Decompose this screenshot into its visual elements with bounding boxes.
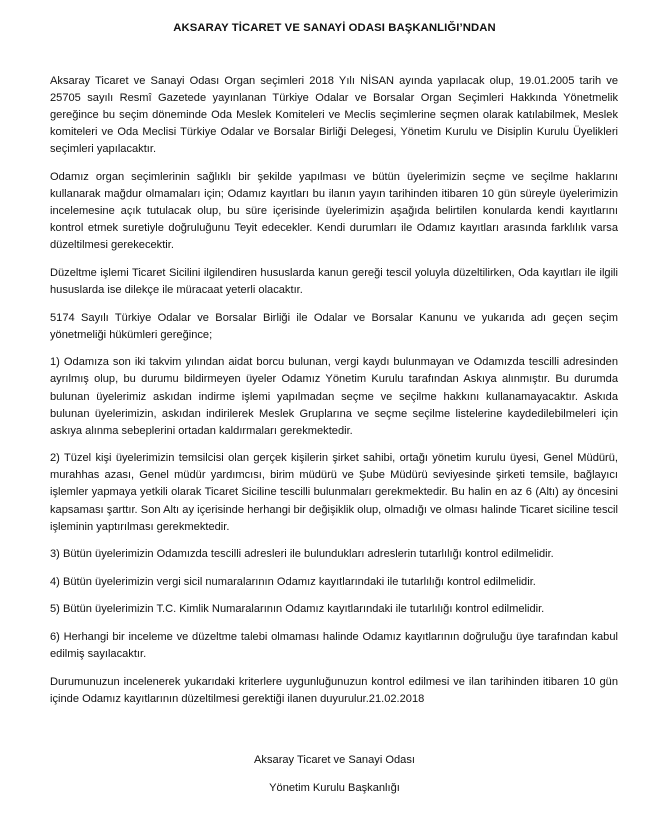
list-item-3: 3) Bütün üyelerimizin Odamızda tescilli adresleri ile bulundukları adreslerin tutarlılığı kontrol edilmelidir. xyxy=(50,548,554,561)
signature-block xyxy=(0,752,669,808)
paragraph-intro: Aksaray Ticaret ve Sanayi Odası Organ seçimleri 2018 Yılı NİSAN ayında yapılacak olup, 19.01.2005 tarih ve 25705 sayılı Resmî Gazetede yayınlanan Türkiye Odalar ve Borsalar Organ Seçimleri Hakkında Yönetmelik gereğince bu seçim döneminde Oda Meslek Komiteleri ve Meclis seçimlerine seçmen olarak katılabilmek, Meslek komiteleri ve Oda Meclisi Türkiye Odalar ve Borsalar Birliği Delegesi, Yönetim Kurulu ve Disiplin Kurulu Üyelikleri seçimleri yapılacaktır. xyxy=(50,75,618,156)
paragraph-correction: Düzeltme işlemi Ticaret Sicilini ilgilendiren hususlarda kanun gereği tescil yoluyla düzeltilirken, Oda kayıtları ile ilgili hususlarda ise dilekçe ile müracaat yeterli olacaktır. xyxy=(50,266,618,297)
list-item-5: 5) Bütün üyelerimizin T.C. Kimlik Numaralarının Odamız kayıtlarındaki ile tutarlılığı kontrol edilmelidir. xyxy=(50,603,545,616)
signature-board: Yönetim Kurulu Başkanlığı xyxy=(269,782,400,794)
paragraph-review-period: Odamız organ seçimlerinin sağlıklı bir şekilde yapılması ve bütün üyelerimizin seçme ve seçilme haklarını kullanarak mağdur olmamaları için; Odamız kayıtları bu ilanın yayın tarihinden itibaren 10 gün süreyle üyelerimizin incelemesine açık tutulacak olup, bu süre içerisinde üyelerimizin aşağıda belirtilen konularda kendi kayıtlarını kontrol etmek suretiyle doğruluğunu Teyit edecekler. Kendi durumları ile Odamız kayıtları arasında farklılık varsa düzeltilmesi gerekecektir. xyxy=(50,170,618,252)
list-item-4: 4) Bütün üyelerimizin vergi sicil numaralarının Odamız kayıtlarındaki ile tutarlılığı kontrol edilmelidir. xyxy=(50,575,536,588)
list-item-1: 1) Odamıza son iki takvim yılından aidat borcu bulunan, vergi kaydı bulunmayan ve Odamızda tescilli adresinden ayrılmış olup, bu durumu bildirmeyen üyeler Odamız Yönetim Kurulu tarafından Askıya alınmıştır. Bu durumda bulunan üyelerimiz askıdan indirme işlemi yapılmadan seçme ve seçilme hakkını kullanamayacaktır. Askıda bulunan üyelerimizin, askıdan indirilerek Meslek Gruplarına ve seçme seçilme listelerine kaydedilebilmeleri için askıya alınma sebeplerini ortadan kaldırmaları gerekmektedir. xyxy=(50,356,618,437)
list-item-2: 2) Tüzel kişi üyelerimizin temsilcisi olan gerçek kişilerin şirket sahibi, ortağı yönetim kurulu üyesi, Genel Müdürü, murahhas azası, Genel müdür yardımcısı, birim müdürü ve Şube Müdürü seviyesinde şirketi temsile, bağlayıcı işlemler yapmaya yetkili olarak Ticaret Siciline tescilli bulunmaları gerekmektedir. Bu halin en az 6 (Altı) ay öncesini kapsaması şarttır. Son Altı ay içerisinde herhangi bir değişiklik olup, olmadığı ve olması halinde Ticaret siciline tescil işleminin yaptırılması gerekmektedir. xyxy=(50,452,618,533)
paragraph-closing: Durumunuzun incelenerek yukarıdaki kriterlere uygunluğunuzun kontrol edilmesi ve ilan tarihinden itibaren 10 gün içinde Odamız kayıtlarının düzeltilmesi gerektiği ilanen duyurulur.21.02.2018 xyxy=(50,675,618,705)
paragraph-legal-basis: 5174 Sayılı Türkiye Odalar ve Borsalar Birliği ile Odalar ve Borsalar Kanunu ve yukarıda adı geçen seçim yönetmeliği hükümleri gereğince; xyxy=(50,311,618,341)
document-title: AKSARAY TİCARET VE SANAYİ ODASI BAŞKANLIĞI’NDAN xyxy=(173,22,496,34)
signature-organization: Aksaray Ticaret ve Sanayi Odası xyxy=(254,754,415,766)
list-item-6: 6) Herhangi bir inceleme ve düzeltme talebi olmaması halinde Odamız kayıtlarının doğruluğu üye tarafından kabul edilmiş sayılacaktır. xyxy=(50,631,618,661)
document-body xyxy=(50,73,618,718)
